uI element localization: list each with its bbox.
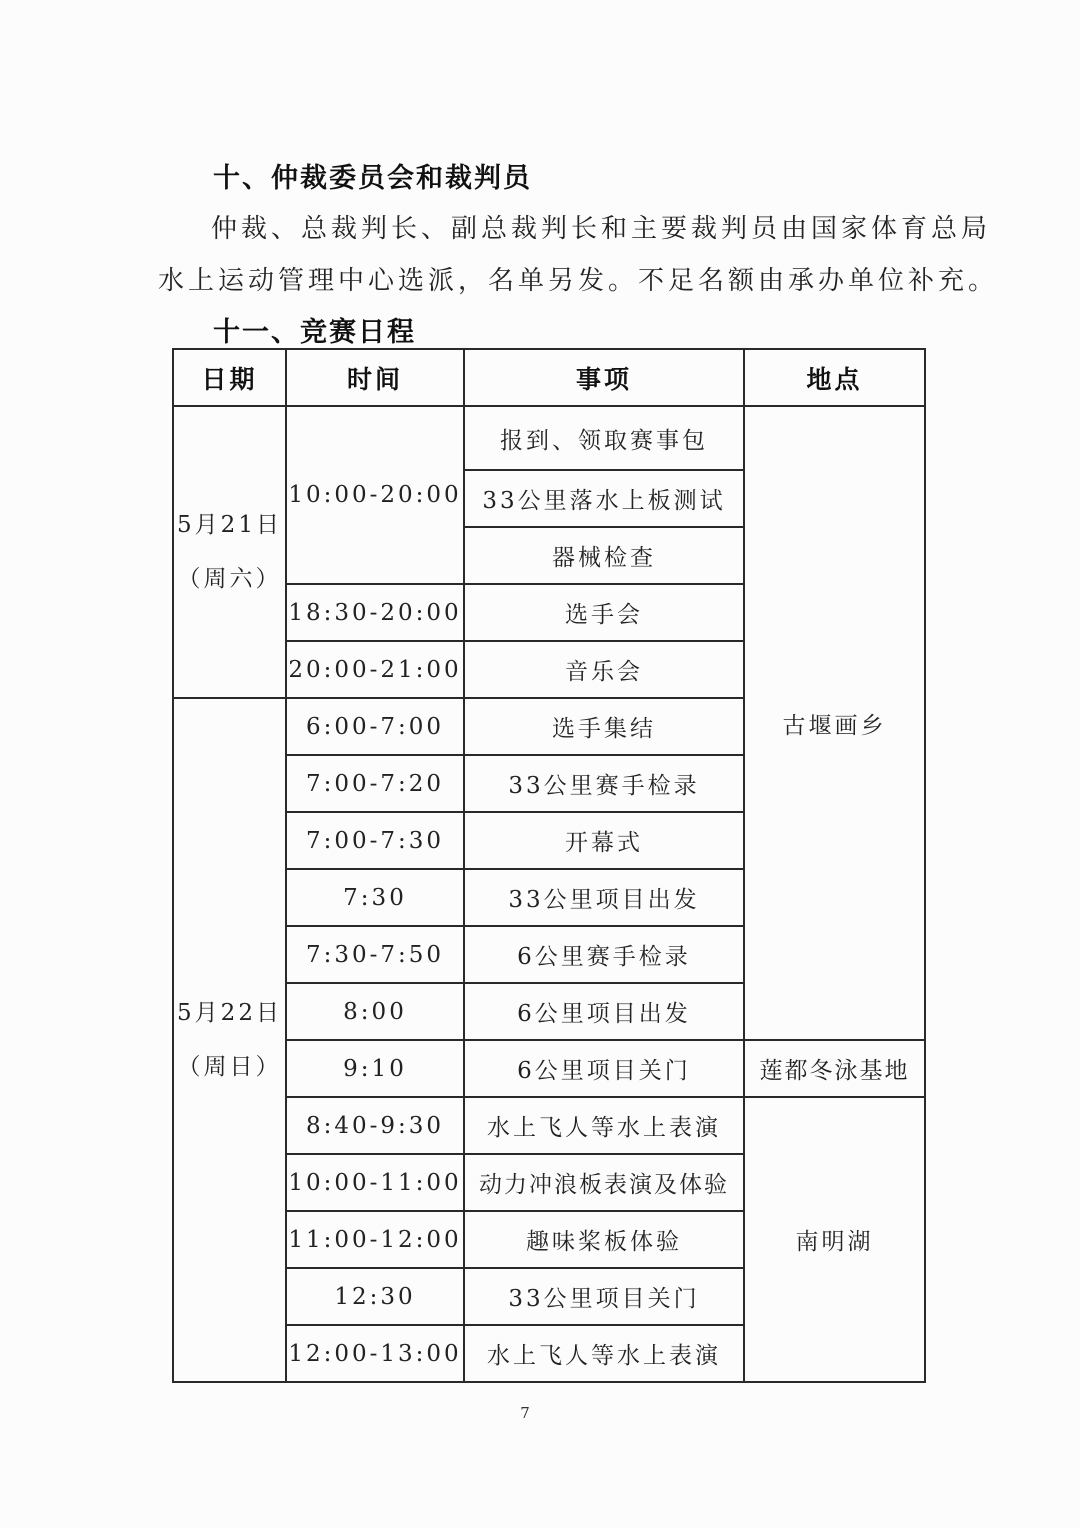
venue-cell-1: 古堰画乡 [744, 406, 925, 1040]
time-cell: 8:00 [286, 983, 464, 1040]
time-cell: 7:00-7:30 [286, 812, 464, 869]
table-row [173, 406, 925, 470]
date-day2: 5月22日 [177, 1000, 282, 1026]
item-cell: 动力冲浪板表演及体验 [464, 1154, 744, 1211]
item-cell: 33公里项目出发 [464, 869, 744, 926]
item-cell: 选手集结 [464, 698, 744, 755]
time-cell: 10:00-20:00 [286, 406, 464, 584]
time-cell: 12:30 [286, 1268, 464, 1325]
time-cell: 6:00-7:00 [286, 698, 464, 755]
item-cell: 6公里项目出发 [464, 983, 744, 1040]
time-cell: 10:00-11:00 [286, 1154, 464, 1211]
date-cell-day2 [173, 698, 286, 1382]
time-cell: 8:40-9:30 [286, 1097, 464, 1154]
section-10-heading: 十、仲裁委员会和裁判员 [213, 163, 532, 194]
time-cell: 7:30 [286, 869, 464, 926]
item-cell: 报到、领取赛事包 [464, 406, 744, 470]
section-10-paragraph-line-1: 仲裁、总裁判长、副总裁判长和主要裁判员由国家体育总局 [211, 214, 992, 244]
item-cell: 水上飞人等水上表演 [464, 1325, 744, 1382]
time-cell: 18:30-20:00 [286, 584, 464, 641]
header-item: 事项 [464, 349, 744, 406]
weekday-day1: （周六） [177, 566, 282, 592]
item-cell: 33公里赛手检录 [464, 755, 744, 812]
venue-cell-3: 南明湖 [744, 1097, 925, 1382]
item-cell: 6公里赛手检录 [464, 926, 744, 983]
header-venue: 地点 [744, 349, 925, 406]
schedule-table [172, 348, 926, 1383]
weekday-day2: （周日） [177, 1054, 282, 1080]
time-cell: 7:30-7:50 [286, 926, 464, 983]
time-cell: 7:00-7:20 [286, 755, 464, 812]
page-number: 7 [520, 1404, 530, 1422]
item-cell: 6公里项目关门 [464, 1040, 744, 1097]
time-cell: 11:00-12:00 [286, 1211, 464, 1268]
item-cell: 开幕式 [464, 812, 744, 869]
header-time: 时间 [286, 349, 464, 406]
item-cell: 趣味桨板体验 [464, 1211, 744, 1268]
venue-cell-2: 莲都冬泳基地 [744, 1040, 925, 1097]
item-cell: 音乐会 [464, 641, 744, 698]
item-cell: 33公里落水上板测试 [464, 470, 744, 527]
item-cell: 选手会 [464, 584, 744, 641]
time-cell: 9:10 [286, 1040, 464, 1097]
table-header-row [173, 349, 925, 406]
date-cell-day1 [173, 406, 286, 698]
item-cell: 水上飞人等水上表演 [464, 1097, 744, 1154]
item-cell: 器械检查 [464, 527, 744, 584]
header-date: 日期 [173, 349, 286, 406]
date-day1: 5月21日 [177, 512, 282, 538]
time-cell: 20:00-21:00 [286, 641, 464, 698]
table-row [173, 1097, 925, 1154]
table-row [173, 1040, 925, 1097]
section-11-heading: 十一、竞赛日程 [213, 317, 416, 348]
time-cell: 12:00-13:00 [286, 1325, 464, 1382]
section-10-paragraph-line-2: 水上运动管理中心选派，名单另发。不足名额由承办单位补充。 [158, 266, 999, 296]
item-cell: 33公里项目关门 [464, 1268, 744, 1325]
